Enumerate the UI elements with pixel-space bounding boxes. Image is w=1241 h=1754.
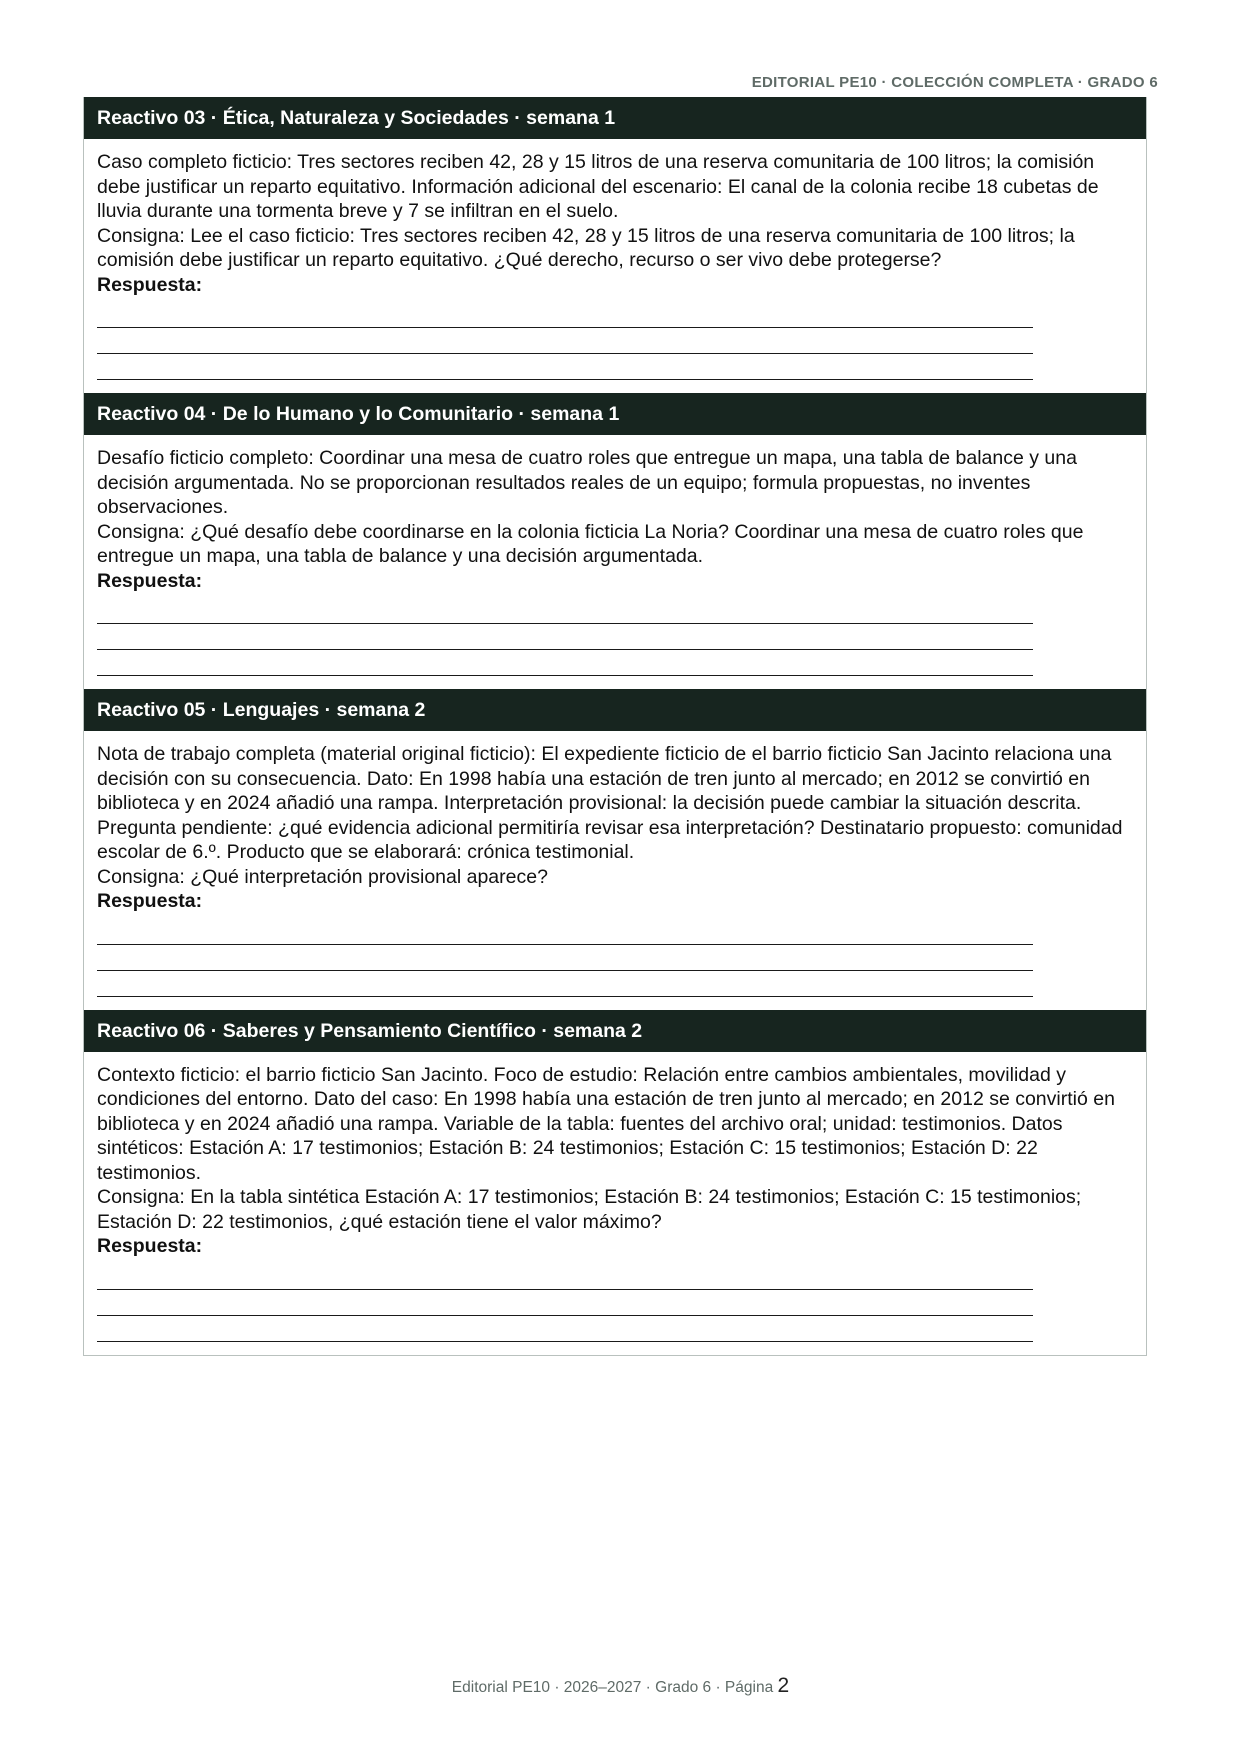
item-body — [84, 435, 1146, 689]
running-header: EDITORIAL PE10 · COLECCIÓN COMPLETA · GRADO 6 — [751, 74, 1158, 91]
answer-line[interactable] — [97, 650, 1033, 676]
answer-line[interactable] — [97, 328, 1033, 354]
answer-lines[interactable] — [97, 1264, 1033, 1342]
item-title: Reactivo 05 · Lenguajes · semana 2 — [84, 689, 1146, 731]
item-body — [84, 731, 1146, 1010]
answer-lines[interactable] — [97, 598, 1033, 676]
item-prompt: Consigna: ¿Qué desafío debe coordinarse en la colonia ficticia La Noria? Coordinar una mesa de cuatro roles que entregue un mapa, una tabla de balance y una decisión argumentada. — [97, 520, 1084, 567]
item-prompt: Consigna: ¿Qué interpretación provisional aparece? — [97, 865, 548, 888]
answer-line[interactable] — [97, 971, 1033, 997]
answer-line[interactable] — [97, 945, 1033, 971]
answer-line[interactable] — [97, 1264, 1033, 1290]
answer-lines[interactable] — [97, 919, 1033, 997]
page-footer — [0, 1674, 1241, 1698]
footer-text: Editorial PE10 · 2026–2027 · Grado 6 · Página — [451, 1679, 774, 1696]
answer-line[interactable] — [97, 919, 1033, 945]
answer-line[interactable] — [97, 624, 1033, 650]
item-reactivo-04 — [84, 393, 1146, 689]
item-body — [84, 139, 1146, 393]
answer-label: Respuesta: — [97, 1235, 203, 1257]
items-container — [83, 97, 1147, 1356]
item-reactivo-05 — [84, 689, 1146, 1010]
item-title: Reactivo 06 · Saberes y Pensamiento Científico · semana 2 — [84, 1010, 1146, 1052]
answer-line[interactable] — [97, 598, 1033, 624]
page-number: 2 — [777, 1674, 790, 1697]
item-context: Desafío ficticio completo: Coordinar una mesa de cuatro roles que entregue un mapa, una tabla de balance y una decisión argumentada. No se proporcionan resultados reales de un equipo; formula propuestas, no inventes observaciones. — [97, 447, 1077, 518]
item-context: Contexto ficticio: el barrio ficticio San Jacinto. Foco de estudio: Relación entre cambios ambientales, movilidad y condiciones del entorno. Dato del caso: En 1998 había una estación de tren junto al mercado; en 2012 se convirtió en biblioteca y en 2024 añadió una rampa. Variable de la tabla: fuentes del archivo oral; unidad: testimonios. Datos sintéticos: Estación A: 17 testimonios; Estación B: 24 testimonios; Estación C: 15 testimonios; Estación D: 22 testimonios. — [97, 1063, 1115, 1184]
item-context: Nota de trabajo completa (material original ficticio): El expediente ficticio de el barrio ficticio San Jacinto relaciona una decisión con su consecuencia. Dato: En 1998 había una estación de tren junto al mercado; en 2012 se convirtió en biblioteca y en 2024 añadió una rampa. Interpretación provisional: la decisión puede cambiar la situación descrita. Pregunta pendiente: ¿qué evidencia adicional permitiría revisar esa interpretación? Destinatario propuesto: comunidad escolar de 6.º. Producto que se elaborará: crónica testimonial. — [97, 743, 1123, 863]
answer-label: Respuesta: — [97, 273, 203, 296]
item-prompt: Consigna: En la tabla sintética Estación A: 17 testimonios; Estación B: 24 testimonios; Estación C: 15 testimonios; Estación D: 22 testimonios, ¿qué estación tiene el valor máximo? — [97, 1186, 1082, 1233]
answer-label: Respuesta: — [97, 569, 203, 592]
answer-line[interactable] — [97, 1316, 1033, 1342]
answer-lines[interactable] — [97, 302, 1033, 380]
item-prompt: Consigna: Lee el caso ficticio: Tres sectores reciben 42, 28 y 15 litros de una reserva comunitaria de 100 litros; la comisión debe justificar un reparto equitativo. ¿Qué derecho, recurso o ser vivo debe protegerse? — [97, 224, 1075, 271]
item-reactivo-03 — [84, 97, 1146, 393]
answer-line[interactable] — [97, 354, 1033, 380]
item-title: Reactivo 03 · Ética, Naturaleza y Sociedades · semana 1 — [84, 97, 1146, 139]
item-reactivo-06 — [84, 1010, 1146, 1355]
answer-line[interactable] — [97, 1290, 1033, 1316]
item-title: Reactivo 04 · De lo Humano y lo Comunitario · semana 1 — [84, 393, 1146, 435]
item-body — [84, 1052, 1146, 1355]
answer-label: Respuesta: — [97, 890, 203, 912]
answer-line[interactable] — [97, 302, 1033, 328]
item-context: Caso completo ficticio: Tres sectores reciben 42, 28 y 15 litros de una reserva comunitaria de 100 litros; la comisión debe justificar un reparto equitativo. Información adicional del escenario: El canal de la colonia recibe 18 cubetas de lluvia durante una tormenta breve y 7 se infiltran en el suelo. — [97, 151, 1099, 222]
